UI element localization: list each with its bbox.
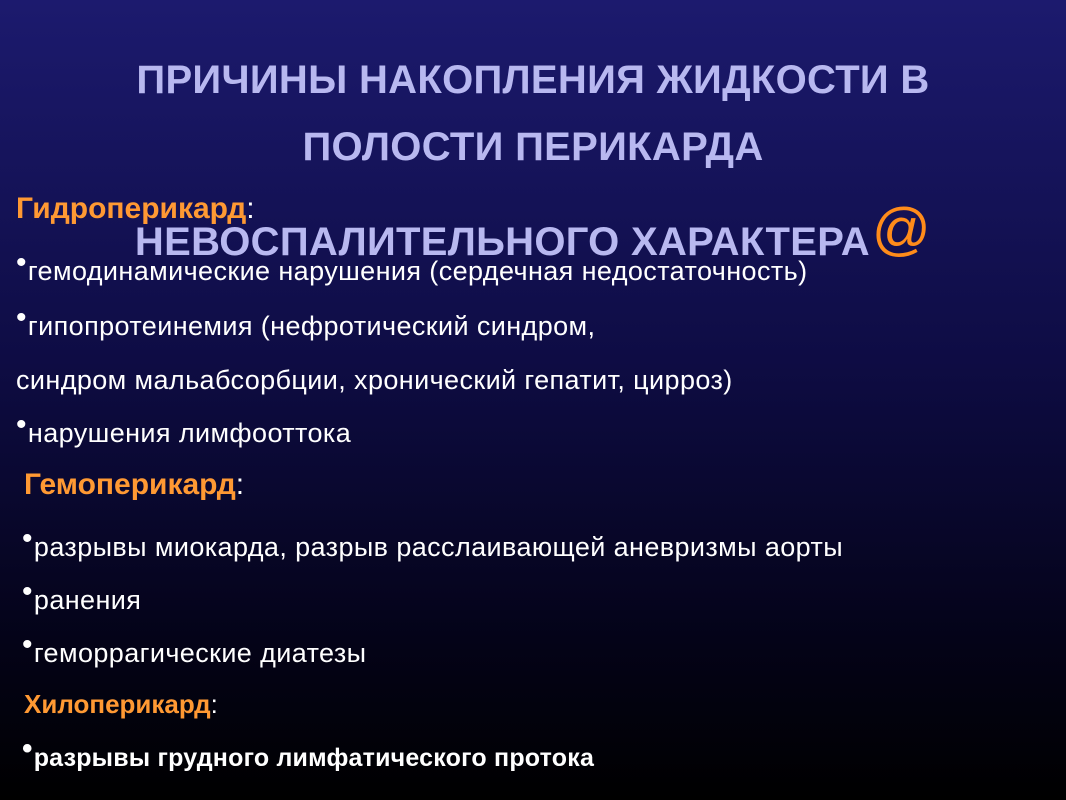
list-item [22,575,142,617]
bullet-icon: • [22,575,33,608]
heading-colon: : [246,192,255,225]
bullet-icon: • [16,246,27,279]
list-item-text: гипопротеинемия (нефротический синдром, [27,311,596,341]
slide-title-line-2: ПОЛОСТИ ПЕРИКАРДА [302,125,764,169]
heading-hydropericardium-label: Гидроперикард [16,192,247,225]
slide-title-line-3-text: НЕВОСПАЛИТЕЛЬНОГО ХАРАКТЕРА [134,220,870,264]
bullet-icon: • [22,732,33,765]
list-item [16,246,808,288]
bullet-icon: • [16,301,27,334]
heading-hydropericardium [16,192,255,226]
heading-chylopericardium [24,689,218,720]
list-item-text: разрывы миокарда, разрыв расслаивающей аневризмы аорты [33,532,844,562]
heading-hemopericardium [24,468,244,502]
list-item-text: гемодинамические нарушения (сердечная недостаточность) [27,256,808,286]
list-item-text: геморрагические диатезы [33,638,367,668]
heading-hemopericardium-label: Гемоперикард [24,468,236,501]
heading-chylopericardium-label: Хилоперикард [24,689,211,719]
at-mark-icon: @ [871,197,932,262]
list-item-continuation: синдром мальабсорбции, хронический гепатит, цирроз) [16,365,733,395]
bullet-icon: • [22,522,33,555]
list-item [16,301,596,343]
bullet-icon: • [22,628,33,661]
list-item-text: нарушения лимфооттока [27,418,352,448]
list-item [22,628,367,670]
list-item [16,408,352,450]
slide-title-line-1: ПРИЧИНЫ НАКОПЛЕНИЯ ЖИДКОСТИ В [136,58,930,102]
list-item [22,732,595,774]
list-item-text: разрывы грудного лимфатического протока [33,744,595,772]
bullet-icon: • [16,408,27,441]
heading-colon: : [235,468,245,501]
list-item-text: ранения [33,585,142,615]
heading-colon: : [210,689,218,719]
list-item [22,522,844,564]
